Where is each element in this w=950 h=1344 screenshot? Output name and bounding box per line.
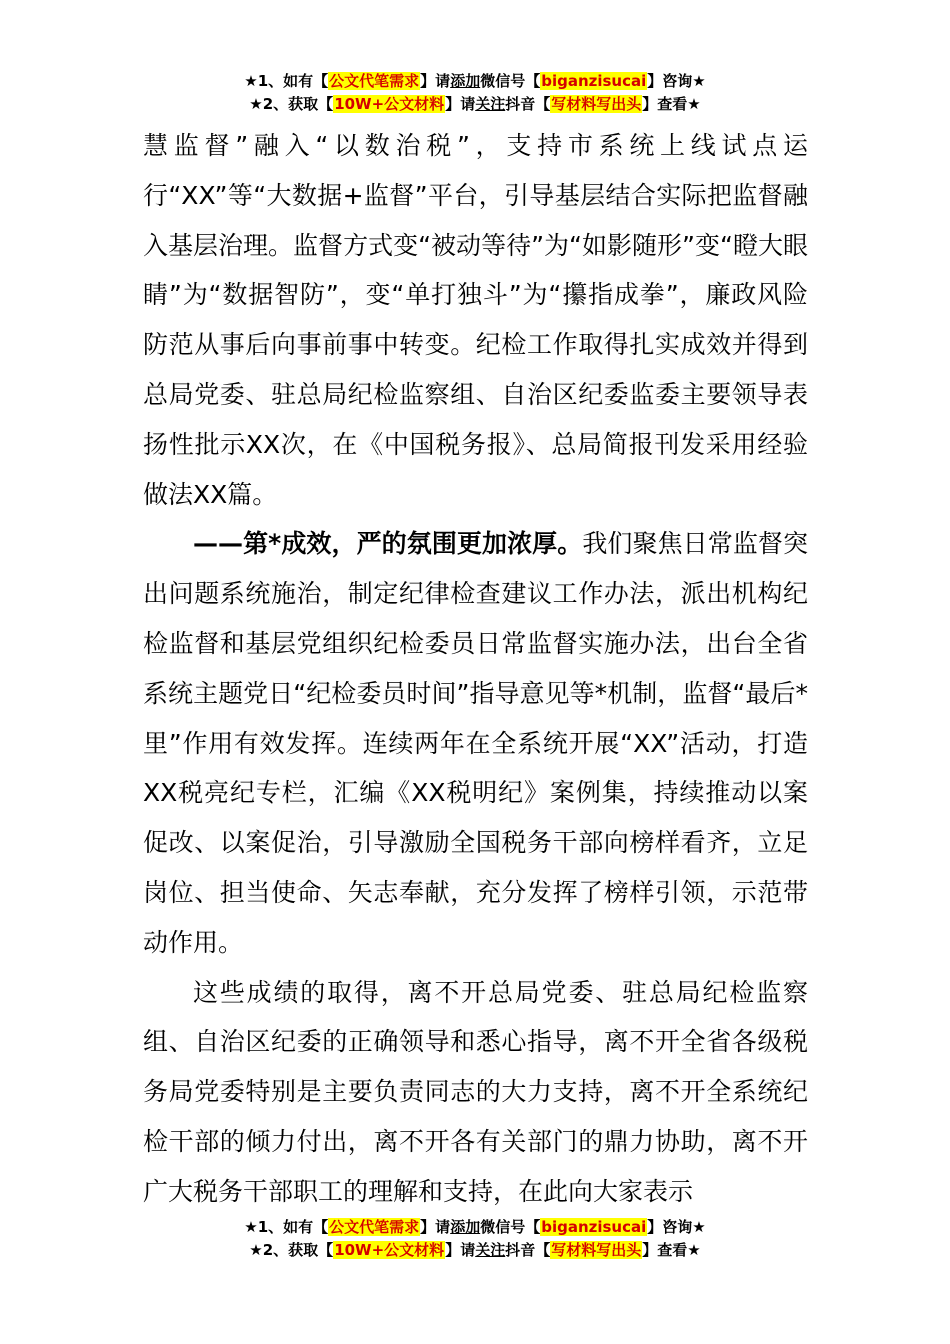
- banner-text: 抖音【: [505, 95, 551, 113]
- banner-underline: 添加: [450, 72, 481, 90]
- banner-highlight: 写材料写出头: [551, 1241, 642, 1259]
- banner-text: ★2、获取【: [249, 95, 334, 113]
- banner-text: 】咨询★: [647, 1218, 706, 1236]
- document-body: [143, 121, 808, 1217]
- banner-text: 】查看★: [642, 95, 701, 113]
- banner-text: 】请: [445, 1241, 476, 1259]
- banner-text: ★1、如有【: [244, 1218, 329, 1236]
- banner-highlight: biganzisucai: [541, 1218, 647, 1236]
- banner-text: 】请: [420, 1218, 451, 1236]
- banner-highlight: 写材料写出头: [551, 95, 642, 113]
- banner-text: 】咨询★: [647, 72, 706, 90]
- paragraph-1: 慧监督”融入“以数治税”，支持市系统上线试点运行“XX”等“大数据+监督”平台，引导基层结合实际把监督融入基层治理。监督方式变“被动等待”为“如影随形”变“瞪大眼睛”为“数据智防”，变“单打独斗”为“攥指成拳”，廉政风险防范从事后向事前事中转变。纪检工作取得扎实成效并得到总局党委、驻总局纪检监察组、自治区纪委监委主要领导表扬性批示XX次，在《中国税务报》、总局简报刊发采用经验做法XX篇。: [143, 131, 808, 509]
- banner-text: ★2、获取【: [249, 1241, 334, 1259]
- banner-line-2: [0, 93, 950, 116]
- paragraph-2-text: 我们聚焦日常监督突出问题系统施治，制定纪律检查建议工作办法，派出机构纪检监督和基层党组织纪检委员日常监督实施办法，出台全省系统主题党日“纪检委员时间”指导意见等*机制，监督“最后*里”作用有效发挥。连续两年在全系统开展“XX”活动，打造XX税亮纪专栏，汇编《XX税明纪》案例集，持续推动以案促改、以案促治，引导激励全国税务干部向榜样看齐，立足岗位、担当使命、矢志奉献，充分发挥了榜样引领，示范带动作用。: [143, 529, 808, 957]
- banner-text: 微信号【: [480, 72, 541, 90]
- banner-text: 】请: [420, 72, 451, 90]
- banner-text: ★1、如有【: [244, 72, 329, 90]
- banner-underline: 关注: [475, 1241, 506, 1259]
- banner-line-1: [0, 1216, 950, 1239]
- banner-highlight: 10W+公文材料: [334, 1241, 445, 1259]
- banner-underline: 关注: [475, 95, 506, 113]
- banner-highlight: biganzisucai: [541, 72, 647, 90]
- paragraph-2: [143, 519, 808, 967]
- banner-underline: 添加: [450, 1218, 481, 1236]
- banner-text: 】请: [445, 95, 476, 113]
- banner-highlight: 10W+公文材料: [334, 95, 445, 113]
- banner-text: 抖音【: [505, 1241, 551, 1259]
- paragraph-2-heading: ——第*成效，严的氛围更加浓厚。: [193, 529, 583, 559]
- paragraph-3: 这些成绩的取得，离不开总局党委、驻总局纪检监察组、自治区纪委的正确领导和悉心指导，离不开全省各级税务局党委特别是主要负责同志的大力支持，离不开全系统纪检干部的倾力付出，离不开各有关部门的鼎力协助，离不开广大税务干部职工的理解和支持，在此向大家表示: [143, 977, 808, 1206]
- banner-highlight: 公文代笔需求: [329, 72, 420, 90]
- footer-banner: [0, 1216, 950, 1262]
- banner-highlight: 公文代笔需求: [329, 1218, 420, 1236]
- banner-text: 】查看★: [642, 1241, 701, 1259]
- banner-line-1: [0, 70, 950, 93]
- banner-line-2: [0, 1239, 950, 1262]
- banner-text: 微信号【: [480, 1218, 541, 1236]
- header-banner: [0, 70, 950, 116]
